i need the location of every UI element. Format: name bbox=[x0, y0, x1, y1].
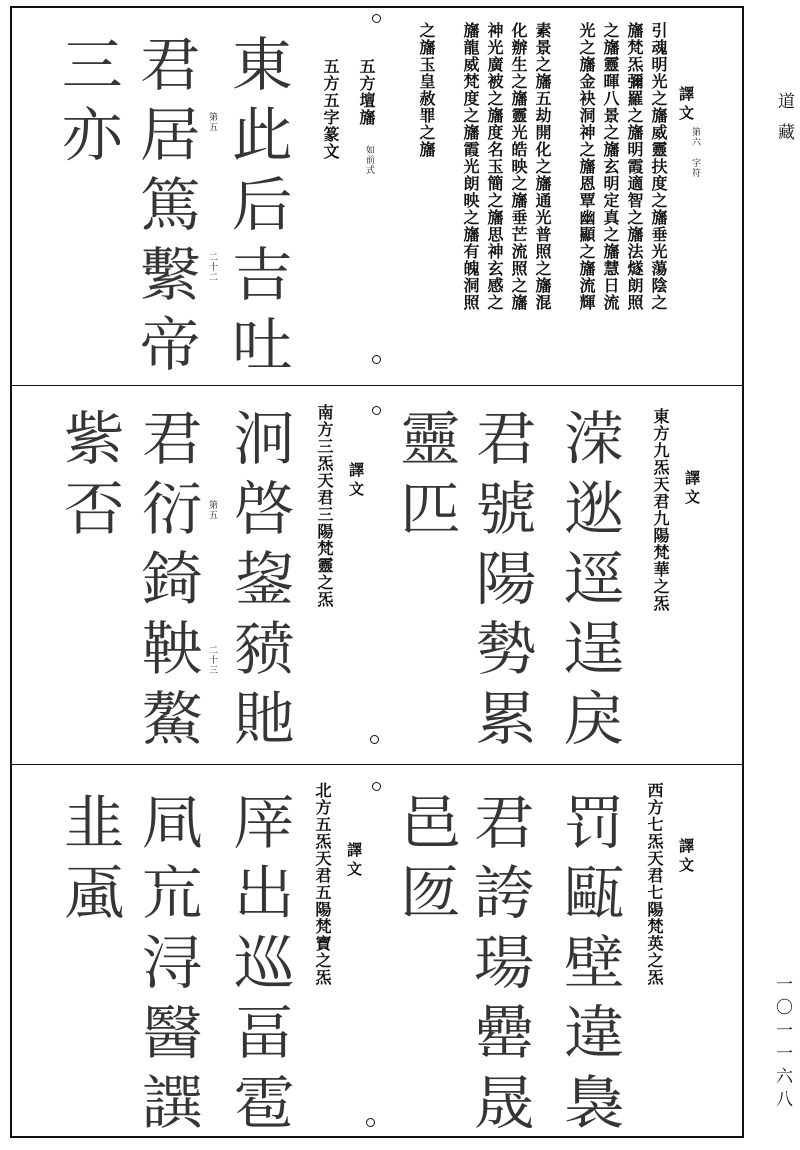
section-title: 譯文 bbox=[345, 842, 363, 880]
text-column: 北方五炁天君五陽梵寶之炁 bbox=[313, 782, 332, 986]
seal-script-column: 溁逖逕逞戾 bbox=[553, 408, 625, 758]
text-column: 旛梵炁彌羅之旛明霞適智之旛法燧朗照 bbox=[625, 22, 644, 311]
text-column: 光之旛金袂洞神之旛恩覃幽顯之旛流輝 bbox=[577, 22, 596, 311]
section-heading: 五方五字篆文 bbox=[321, 58, 340, 160]
circle-mark bbox=[370, 735, 379, 744]
seal-script-column: 三亦 bbox=[51, 34, 123, 174]
text-column: 化辦生之旛靈光皓映之旛垂芒流照之旛 bbox=[509, 22, 528, 311]
seal-script-column: 厗出巡畐雹 bbox=[223, 792, 295, 1142]
page-number: 一〇一一六八 bbox=[772, 975, 792, 1113]
circle-mark bbox=[372, 355, 381, 364]
column-note: 二十三 bbox=[207, 645, 217, 675]
text-column: 東方九炁天君九陽梵華之炁 bbox=[651, 408, 670, 612]
circle-mark bbox=[372, 406, 381, 415]
text-column: 引魂明光之旛威靈扶度之旛垂光蕩陰之 bbox=[649, 22, 668, 311]
collection-name: 道藏 bbox=[774, 92, 794, 154]
section-title: 譯文 bbox=[677, 838, 695, 876]
column-note: 第五 bbox=[207, 112, 217, 132]
column-note: 二十二 bbox=[207, 252, 217, 282]
section-title: 譯文 bbox=[677, 86, 695, 124]
text-column: 旛龍威梵度之旛霞光朗映之旛有魄洞照 bbox=[461, 22, 480, 311]
text-column: 素景之旛五劫開化之旛通光普照之旛混 bbox=[533, 22, 552, 311]
seal-script-column: 罚甌壁違裊 bbox=[553, 792, 625, 1142]
seal-script-column: 君居篤繫帝 bbox=[129, 34, 201, 384]
column-note: 第五 bbox=[207, 500, 217, 520]
section-divider bbox=[10, 764, 744, 765]
seal-script-column: 君號陽勢累 bbox=[465, 408, 537, 758]
text-column: 之旛靈暉八景之旛玄明定真之旛慧日流 bbox=[601, 22, 620, 311]
text-column: 神光廣被之旛度名玉簡之旛思神玄感之 bbox=[485, 22, 504, 311]
text-column: 西方七炁天君七陽梵英之炁 bbox=[645, 782, 664, 986]
text-column: 南方三炁天君三陽梵靈之炁 bbox=[315, 404, 334, 608]
section-subtitle: 第六 字符 bbox=[690, 127, 700, 178]
circle-mark bbox=[372, 14, 381, 23]
seal-script-column: 君衍錡鞅鰲 bbox=[131, 408, 203, 758]
section-title: 譯文 bbox=[683, 470, 701, 508]
seal-script-column: 韭颪 bbox=[53, 792, 125, 932]
heading-note: 如前式 bbox=[364, 145, 374, 175]
section-heading: 五方壇旛 bbox=[357, 58, 376, 126]
seal-script-column: 邑匢 bbox=[389, 792, 461, 932]
section-title: 譯文 bbox=[347, 462, 365, 500]
section-divider bbox=[10, 385, 744, 386]
seal-script-column: 泂啓鋆豮貤 bbox=[223, 408, 295, 758]
circle-mark bbox=[366, 1118, 375, 1127]
seal-script-column: 靈匹 bbox=[389, 408, 461, 548]
seal-script-column: 君誇瑒罍晟 bbox=[463, 792, 535, 1142]
seal-script-column: 東此后吉吐 bbox=[221, 34, 293, 384]
seal-script-column: 凬巟浔醫譔 bbox=[131, 792, 203, 1142]
seal-script-column: 紫否 bbox=[53, 408, 125, 548]
circle-mark bbox=[372, 782, 381, 791]
text-column: 之旛玉皇赦罪之旛 bbox=[417, 22, 436, 158]
